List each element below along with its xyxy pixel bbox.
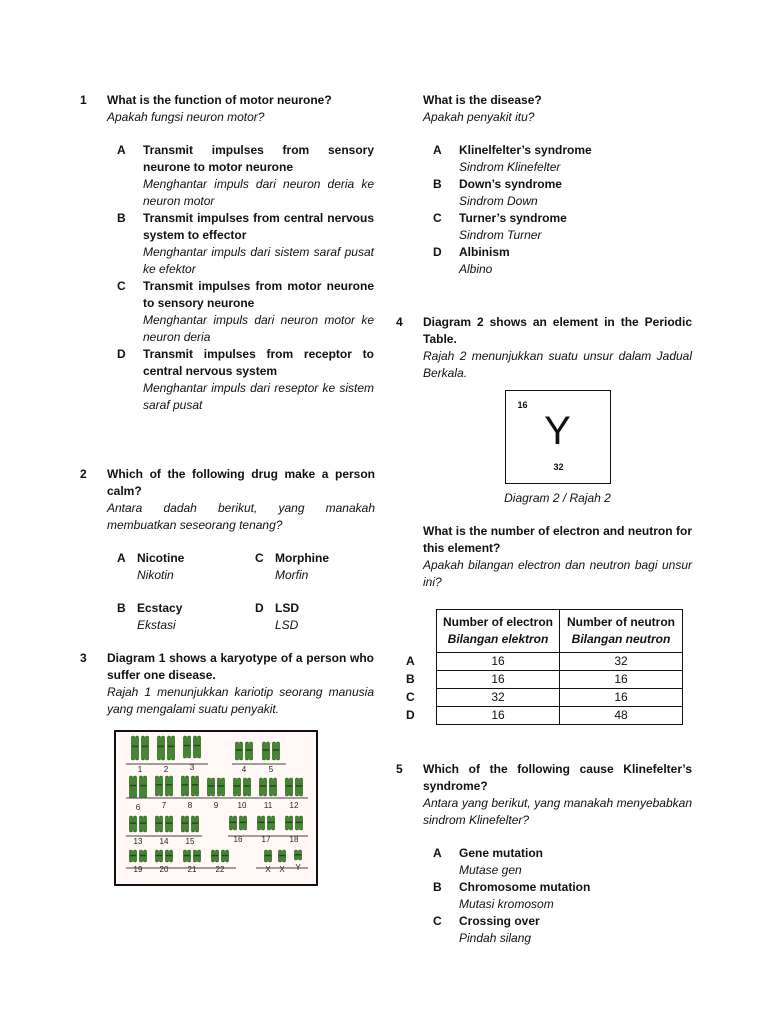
diagram-caption: Diagram 2 / Rajah 2: [504, 491, 611, 505]
karyotype-label: X: [279, 865, 285, 874]
chromosome: [244, 778, 251, 796]
karyotype-image: [116, 732, 316, 884]
question-4: [396, 314, 692, 591]
chromosome: [140, 776, 147, 798]
row-letter: B: [406, 672, 415, 686]
question-text-en: Diagram 2 shows an element in the Periodic Table.: [423, 315, 692, 346]
chromosome: [156, 850, 163, 862]
chromosome: [156, 776, 163, 796]
option-text-en: Transmit impulses from central nervous system to effector: [143, 211, 374, 242]
table-row[interactable]: [406, 671, 683, 689]
karyotype-label: 6: [135, 803, 141, 812]
chromosome: [236, 742, 243, 760]
header-electron-en: Number of electron: [442, 615, 553, 629]
option-text-ms: Menghantar impuls dari neuron deria ke neuron motor: [143, 177, 374, 208]
question-number: 1: [80, 93, 87, 107]
options-list: [107, 142, 374, 414]
answer-table: [406, 609, 683, 725]
karyotype-label: Y: [295, 863, 301, 872]
option-letter: C: [255, 551, 264, 565]
option-letter: D: [255, 601, 264, 615]
chromosome: [130, 850, 137, 862]
karyotype-label: 19: [133, 865, 143, 874]
option-text-en: Ecstacy: [137, 601, 183, 615]
chromosome: [296, 816, 303, 830]
chromosome: [265, 850, 272, 862]
question-text-en: Diagram 1 shows a karyotype of a person who suffer one disease.: [107, 651, 374, 682]
proton-number: 16: [517, 400, 528, 410]
question-1: [80, 92, 374, 414]
option-text-ms: Menghantar impuls dari sistem saraf pusat ke efektor: [143, 245, 374, 276]
option-text-ms: Mutase gen: [459, 863, 522, 877]
option-a[interactable]: [107, 142, 374, 210]
option-text-en: Transmit impulses from sensory neurone to motor neurone: [143, 143, 374, 174]
option-text-ms: Ekstasi: [137, 618, 176, 632]
option-c[interactable]: [107, 278, 374, 346]
karyotype-diagram: [114, 730, 318, 886]
question-number: 5: [396, 762, 403, 776]
electron-cell: 32: [437, 689, 560, 707]
option-text-ms: Menghantar impuls dari reseptor ke sistem saraf pusat: [143, 381, 374, 412]
followup-text-en: What is the number of electron and neutron for this element?: [423, 524, 692, 555]
option-text-en: Transmit impulses from receptor to central nervous system: [143, 347, 374, 378]
option-text-en: LSD: [275, 601, 299, 615]
left-column: [80, 92, 374, 886]
karyotype-label: 11: [263, 801, 273, 810]
chromosome: [295, 850, 302, 860]
option-text-ms: Nikotin: [137, 568, 174, 582]
karyotype-label: 4: [241, 765, 247, 774]
karyotype-label: 13: [133, 837, 143, 846]
neutron-cell: 16: [560, 689, 683, 707]
followup-text-ms: Apakah bilangan electron dan neutron bagi unsur ini?: [423, 558, 692, 589]
table-row[interactable]: [406, 707, 683, 725]
question-text-ms: Antara dadah berikut, yang manakah membuatkan seseorang tenang?: [107, 501, 375, 532]
chromosome: [222, 850, 229, 862]
option-text-ms: Menghantar impuls dari neuron motor ke neuron deria: [143, 313, 374, 344]
question-text-ms: Rajah 2 menunjukkan suatu unsur dalam Jadual Berkala.: [423, 349, 692, 380]
option-a[interactable]: [117, 550, 255, 584]
right-column: [396, 92, 692, 947]
chromosome: [263, 742, 270, 760]
option-text-ms: Pindah silang: [459, 931, 532, 945]
option-letter: B: [433, 177, 442, 191]
question-number: 3: [80, 651, 87, 665]
karyotype-label: X: [265, 865, 271, 874]
electron-cell: 16: [437, 707, 560, 725]
chromosome: [166, 816, 173, 832]
karyotype-label: 3: [189, 763, 195, 772]
karyotype-label: 10: [237, 801, 247, 810]
neutron-cell: 16: [560, 671, 683, 689]
chromosome: [218, 778, 225, 796]
question-3: [80, 650, 374, 886]
karyotype-label: 21: [187, 865, 197, 874]
karyotype-label: 5: [268, 765, 274, 774]
option-text-en: Morphine: [275, 551, 329, 565]
karyotype-label: 16: [233, 835, 243, 844]
karyotype-label: 18: [289, 835, 299, 844]
neutron-cell: 32: [560, 653, 683, 671]
neutron-cell: 48: [560, 707, 683, 725]
option-letter: C: [117, 279, 126, 293]
chromosome: [270, 778, 277, 796]
option-a[interactable]: [423, 845, 692, 879]
electron-cell: 16: [437, 653, 560, 671]
chromosome: [208, 778, 215, 796]
chromosome: [192, 816, 199, 832]
option-c[interactable]: [423, 210, 692, 244]
option-letter: A: [117, 551, 126, 565]
chromosome: [140, 850, 147, 862]
chromosome: [166, 776, 173, 796]
followup-text-ms: Apakah penyakit itu?: [423, 110, 535, 124]
question-text-en: What is the function of motor neurone?: [107, 93, 332, 107]
option-text-en: Down’s syndrome: [459, 177, 562, 191]
question-3-continued: [396, 92, 692, 278]
question-5: [396, 761, 692, 947]
chromosome: [182, 816, 189, 832]
option-text-ms: Albino: [459, 262, 493, 276]
option-text-ms: Mutasi kromosom: [459, 897, 554, 911]
option-letter: A: [433, 846, 442, 860]
option-c[interactable]: [255, 550, 375, 584]
option-b[interactable]: [107, 210, 374, 278]
chromosome: [260, 778, 267, 796]
row-letter: A: [406, 654, 415, 668]
option-d[interactable]: [107, 346, 374, 414]
chromosome: [279, 850, 286, 862]
option-text-en: Crossing over: [459, 914, 540, 928]
option-c[interactable]: [423, 913, 692, 947]
chromosome: [194, 850, 201, 862]
karyotype-label: 7: [161, 801, 167, 810]
chromosome: [246, 742, 253, 760]
question-text-en: Which of the following cause Klinefelter’s syndrome?: [423, 762, 692, 793]
karyotype-label: 12: [289, 801, 299, 810]
question-text-ms: Rajah 1 menunjukkan kariotip seorang manusia yang mengalami suatu penyakit.: [107, 685, 374, 716]
option-text-en: Chromosome mutation: [459, 880, 591, 894]
chromosome: [140, 816, 147, 832]
options-grid: [107, 550, 375, 634]
option-letter: A: [433, 143, 442, 157]
header-neutron: [560, 610, 683, 653]
electron-cell: 16: [437, 671, 560, 689]
chromosome: [184, 850, 191, 862]
option-text-ms: Sindrom Down: [459, 194, 538, 208]
karyotype-label: 9: [213, 801, 219, 810]
chromosome: [130, 816, 137, 832]
question-2: [80, 466, 374, 634]
option-text-en: Nicotine: [137, 551, 185, 565]
option-letter: B: [117, 601, 126, 615]
karyotype-label: 15: [185, 837, 195, 846]
option-b[interactable]: [423, 879, 692, 913]
chromosome: [184, 736, 191, 758]
karyotype-label: 14: [159, 837, 169, 846]
option-letter: A: [117, 143, 126, 157]
option-d[interactable]: [423, 244, 692, 278]
chromosome: [158, 736, 165, 760]
element-symbol: Y: [544, 409, 571, 453]
chromosome: [286, 778, 293, 796]
option-b[interactable]: [423, 176, 692, 210]
options-list: [423, 845, 692, 947]
option-text-en: Transmit impulses from motor neurone to sensory neurone: [143, 279, 374, 310]
options-list: [423, 142, 692, 278]
option-letter: C: [433, 211, 442, 225]
option-letter: C: [433, 914, 442, 928]
header-neutron-ms: Bilangan neutron: [571, 632, 671, 646]
chromosome: [194, 736, 201, 758]
question-text-en: Which of the following drug make a person calm?: [107, 467, 375, 498]
option-text-en: Turner’s syndrome: [459, 211, 567, 225]
question-number: 2: [80, 467, 87, 481]
option-d[interactable]: [255, 600, 375, 634]
option-text-ms: LSD: [275, 618, 299, 632]
chromosome: [142, 736, 149, 760]
option-text-en: Klinelfelter’s syndrome: [459, 143, 592, 157]
row-letter: D: [406, 708, 415, 722]
option-letter: D: [433, 245, 442, 259]
chromosome: [230, 816, 237, 830]
karyotype-label: 20: [159, 865, 169, 874]
table-row[interactable]: [406, 653, 683, 671]
chromosome: [166, 850, 173, 862]
karyotype-label: 2: [163, 765, 169, 774]
option-text-ms: Sindrom Turner: [459, 228, 542, 242]
header-electron: [437, 610, 560, 653]
chromosome: [286, 816, 293, 830]
option-text-ms: Morfin: [275, 568, 309, 582]
option-text-en: Gene mutation: [459, 846, 544, 860]
chromosome: [130, 776, 137, 798]
chromosome: [212, 850, 219, 862]
chromosome: [234, 778, 241, 796]
chromosome: [273, 742, 280, 760]
option-b[interactable]: [117, 600, 255, 634]
option-a[interactable]: [423, 142, 692, 176]
option-text-ms: Sindrom Klinefelter: [459, 160, 561, 174]
header-electron-ms: Bilangan elektron: [447, 632, 549, 646]
question-text-ms: Apakah fungsi neuron motor?: [107, 110, 265, 124]
chromosome: [296, 778, 303, 796]
option-text-en: Albinism: [459, 245, 510, 259]
followup-text-en: What is the disease?: [423, 93, 542, 107]
option-letter: B: [433, 880, 442, 894]
row-letter: C: [406, 690, 415, 704]
chromosome: [156, 816, 163, 832]
header-neutron-en: Number of neutron: [567, 615, 675, 629]
question-text-ms: Antara yang berikut, yang manakah menyebabkan sindrom Klinefelter?: [423, 796, 692, 827]
element-box: [505, 390, 611, 484]
option-letter: B: [117, 211, 126, 225]
chromosome: [258, 816, 265, 830]
chromosome: [132, 736, 139, 760]
table-row[interactable]: [406, 689, 683, 707]
chromosome: [182, 776, 189, 796]
karyotype-label: 22: [215, 865, 225, 874]
chromosome: [240, 816, 247, 830]
option-letter: D: [117, 347, 126, 361]
chromosome: [168, 736, 175, 760]
nucleon-number: 32: [553, 462, 564, 472]
chromosome: [268, 816, 275, 830]
karyotype-label: 1: [137, 765, 143, 774]
karyotype-label: 8: [187, 801, 193, 810]
karyotype-label: 17: [261, 835, 271, 844]
question-number: 4: [396, 315, 403, 329]
chromosome: [192, 776, 199, 796]
